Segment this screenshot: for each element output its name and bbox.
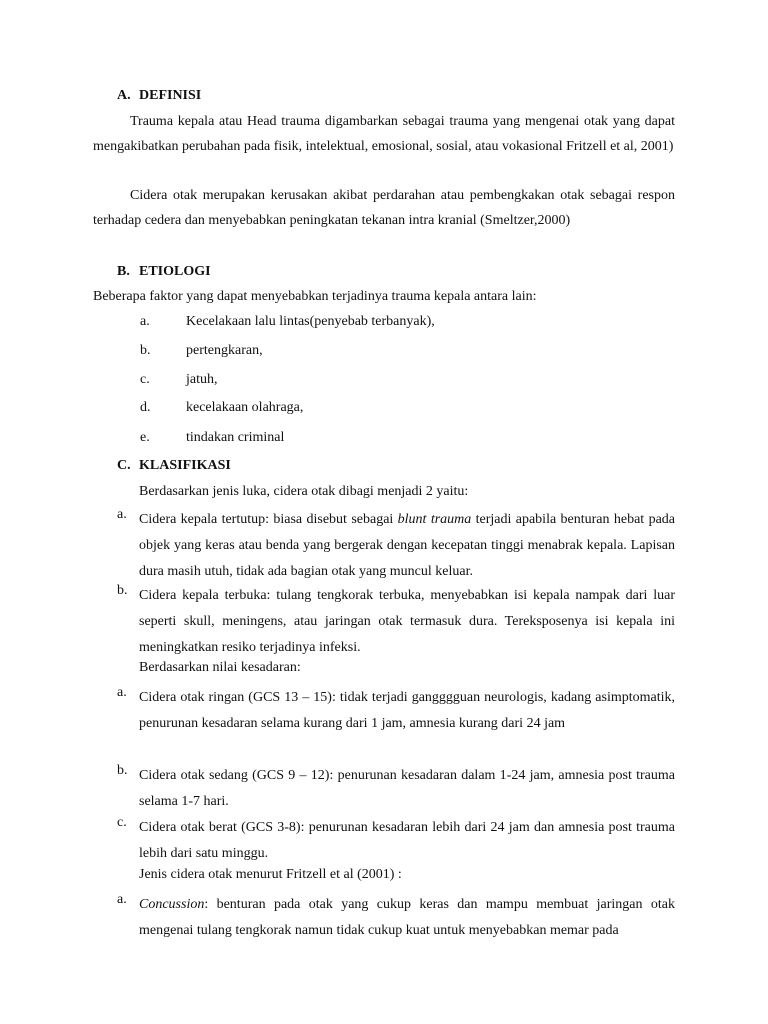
list-item — [117, 583, 675, 661]
list-item-label: e. — [140, 430, 150, 445]
list-item-text: Kecelakaan lalu lintas(penyebab terbanyak), — [186, 314, 435, 329]
heading-text: ETIOLOGI — [139, 264, 211, 279]
list-item-text: Concussion: benturan pada otak yang cukup keras dan mampu membuat jaringan otak mengenai tulang tengkorak namun tidak cukup kuat untuk menyebabkan memar pada — [139, 897, 675, 938]
list-item-text: pertengkaran, — [186, 343, 263, 358]
heading-number: B. — [117, 264, 130, 279]
list-item-label: b. — [117, 583, 128, 598]
list-item — [117, 763, 675, 815]
section-b-heading — [117, 264, 211, 280]
list-item-label: b. — [117, 763, 128, 778]
list-item-label: c. — [117, 815, 127, 830]
emphasis-text: blunt trauma — [397, 512, 472, 527]
list-item-label: b. — [140, 343, 151, 358]
emphasis-text: Concussion — [139, 897, 205, 912]
list-item-label: a. — [140, 314, 150, 329]
list-item-label: d. — [140, 400, 151, 415]
section-c-heading — [117, 458, 231, 474]
classification-intro-jenis: Jenis cidera otak menurut Fritzell et al (2001) : — [139, 867, 402, 882]
list-item — [117, 507, 675, 585]
list-item-label: c. — [140, 372, 150, 387]
list-item-text: kecelakaan olahraga, — [186, 400, 304, 415]
classification-intro-luka: Berdasarkan jenis luka, cidera otak dibagi menjadi 2 yaitu: — [139, 484, 469, 499]
list-item-text: jatuh, — [186, 372, 218, 387]
list-item — [117, 892, 675, 944]
list-item-label: a. — [117, 892, 127, 907]
list-item-label: a. — [117, 685, 127, 700]
list-item-text: Cidera otak ringan (GCS 13 – 15): tidak terjadi gangggguan neurologis, kadang asimptomatik, penurunan kesadaran selama kurang dari 1 jam, amnesia kurang dari 24 jam — [139, 690, 675, 731]
section-a-heading — [117, 88, 201, 104]
list-item-text: Cidera otak sedang (GCS 9 – 12): penurunan kesadaran dalam 1-24 jam, amnesia post trauma selama 1-7 hari. — [139, 768, 675, 809]
heading-text: DEFINISI — [139, 88, 202, 103]
list-item-text: Cidera otak berat (GCS 3-8): penurunan kesadaran lebih dari 24 jam dan amnesia post trauma lebih dari satu minggu. — [139, 820, 675, 861]
etiology-intro: Beberapa faktor yang dapat menyebabkan terjadinya trauma kepala antara lain: — [93, 289, 537, 304]
list-item — [117, 815, 675, 867]
definition-paragraph-1: Trauma kepala atau Head trauma digambarkan sebagai trauma yang mengenai otak yang dapat mengakibatkan perubahan pada fisik, intelektual, emosional, sosial, atau vokasional Fritzell et al, 2001) — [93, 114, 675, 154]
heading-number: C. — [117, 458, 131, 473]
classification-intro-kesadaran: Berdasarkan nilai kesadaran: — [139, 660, 301, 675]
list-item — [117, 685, 675, 737]
heading-text: KLASIFIKASI — [139, 458, 231, 473]
heading-number: A. — [117, 88, 131, 103]
list-item-text: Cidera kepala tertutup: biasa disebut sebagai blunt trauma terjadi apabila benturan hebat pada objek yang keras atau benda yang bergerak dengan kecepatan tinggi menabrak kepala. Lapisan dura masih utuh, tidak ada bagian otak yang muncul keluar. — [139, 512, 675, 579]
list-item-text: tindakan criminal — [186, 430, 285, 445]
list-item-label: a. — [117, 507, 127, 522]
definition-paragraph-2: Cidera otak merupakan kerusakan akibat perdarahan atau pembengkakan otak sebagai respon terhadap cedera dan menyebabkan peningkatan tekanan intra kranial (Smeltzer,2000) — [93, 188, 675, 228]
list-item-text: Cidera kepala terbuka: tulang tengkorak terbuka, menyebabkan isi kepala nampak dari luar seperti skull, meningens, atau jaringan otak termasuk dura. Tereksposenya isi kepala ini meningkatkan resiko terjadinya infeksi. — [139, 588, 675, 655]
